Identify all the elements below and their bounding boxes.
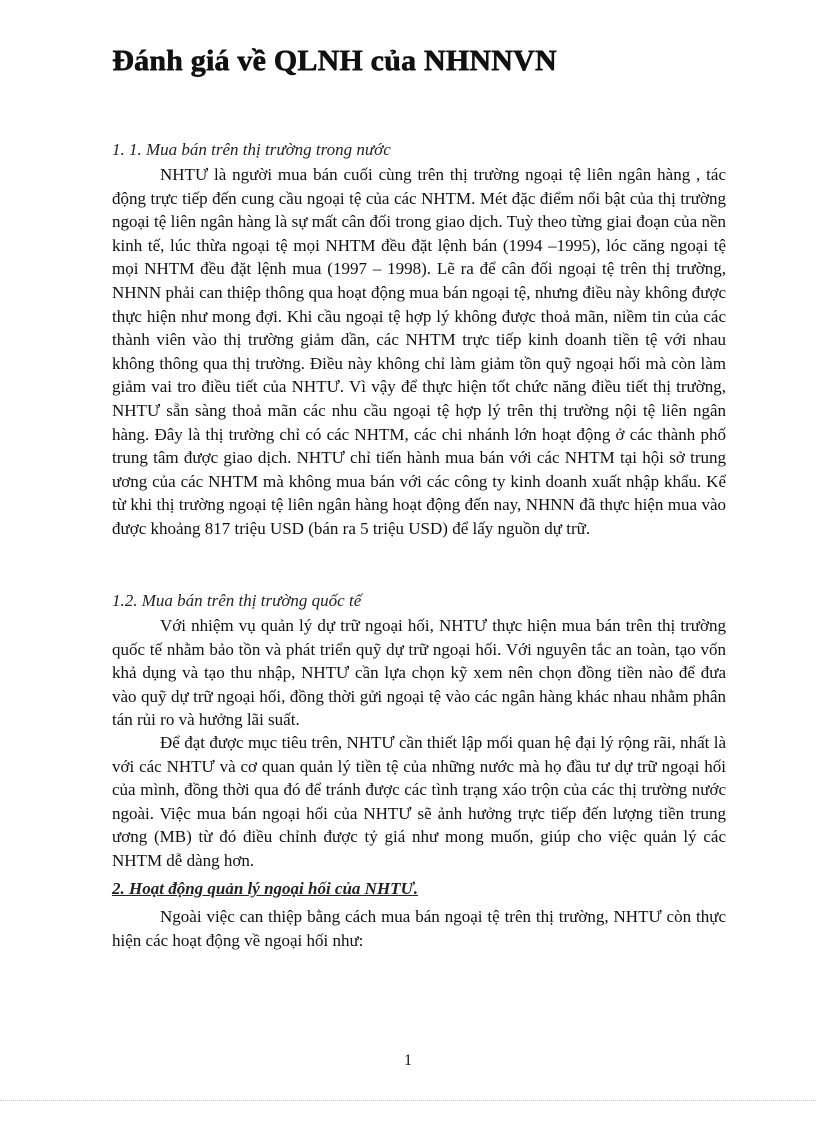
section-heading-1-1: 1. 1. Mua bán trên thị trường trong nước <box>112 140 391 159</box>
section-heading-2: 2. Hoạt động quản lý ngoại hối của NHTƯ. <box>112 879 418 898</box>
document-title: Đánh giá về QLNH của NHNNVN <box>112 44 557 77</box>
page-bottom-divider <box>0 1100 816 1101</box>
paragraph-agency-relations: Để đạt được mục tiêu trên, NHTƯ cần thiết lập mối quan hệ đại lý rộng rãi, nhất là với các NHTƯ và cơ quan quản lý tiền tệ của những nước mà họ đầu tư dự trữ ngoại hối của mình, đồng thời qua đó để tránh được các tình trạng xáo trộn của các thị trường nước ngoài. Việc mua bán ngoại hối của NHTƯ sẽ ảnh hưởng trực tiếp đến lượng tiền trung ương (MB) từ đó điều chỉnh được tỷ giá như mong muốn, giúp cho việc quản lý các NHTM dễ dàng hơn. <box>112 733 726 870</box>
page-number: 1 <box>404 1052 412 1069</box>
paragraph-international-market: Với nhiệm vụ quản lý dự trữ ngoại hối, NHTƯ thực hiện mua bán trên thị trường quốc tế nhằm bảo tồn và phát triển quỹ dự trữ ngoại hối. Với nguyên tắc an toàn, tạo vốn khả dụng và tạo thu nhập, NHTƯ cần lựa chọn kỹ xem nên chọn đồng tiền nào để đưa vào quỹ dự trữ ngoại hối, đồng thời gửi ngoại tệ vào các ngân hàng khác nhau nhằm phân tán rủi ro và hưởng lãi suất. <box>112 616 726 730</box>
paragraph-fx-activities: Ngoài việc can thiệp bằng cách mua bán ngoại tệ trên thị trường, NHTƯ còn thực hiện các hoạt động về ngoại hối như: <box>112 907 726 950</box>
paragraph-domestic-market: NHTƯ là người mua bán cuối cùng trên thị trường ngoại tệ liên ngân hàng , tác động trực tiếp đến cung cầu ngoại tệ của các NHTM. Mét đặc điểm nổi bật của thị trường ngoại tệ liên ngân hàng là sự mất cân đối trong giao dịch. Tuỳ theo từng giai đoạn của nền kinh tế, lúc thừa ngoại tệ mọi NHTM đều đặt lệnh bán (1994 –1995), lóc căng ngoại tệ mọi NHTM đều đặt lệnh mua (1997 – 1998). Lẽ ra để cân đối ngoại tệ trên thị trường, NHNN phải can thiệp thông qua hoạt động mua bán ngoại tệ, nhưng điều này không được thực hiện như mong đợi. Khi cầu ngoại tệ hợp lý không được thoả mãn, niềm tin của các thành viên vào thị trường giảm dần, các NHTM trực tiếp kinh doanh tiền tệ với nhau không thông qua thị trường. Điều này không chỉ làm giảm tồn quỹ ngoại hối mà còn làm giảm vai tro điều tiết của NHTƯ. Vì vậy để thực hiện tốt chức năng điều tiết thị trường, NHTƯ sẵn sàng thoả mãn các nhu cầu ngoại tệ hợp lý trên thị trường nội tệ liên ngân hàng. Đây là thị trường chỉ có các NHTM, các chi nhánh lớn hoạt động ở các thành phố trung tâm được giao dịch. NHTƯ chỉ tiến hành mua bán với các NHTM tại hội sở trung ương của các NHTM mà không mua bán với các công ty kinh doanh xuất nhập khẩu. Kể từ khi thị trường ngoại tệ liên ngân hàng hoạt động đến nay, NHNN đã thực hiện mua vào được khoảng 817 triệu USD (bán ra 5 triệu USD) để lấy nguồn dự trữ. <box>112 165 726 538</box>
section-heading-1-2: 1.2. Mua bán trên thị trường quốc tế <box>112 591 362 610</box>
